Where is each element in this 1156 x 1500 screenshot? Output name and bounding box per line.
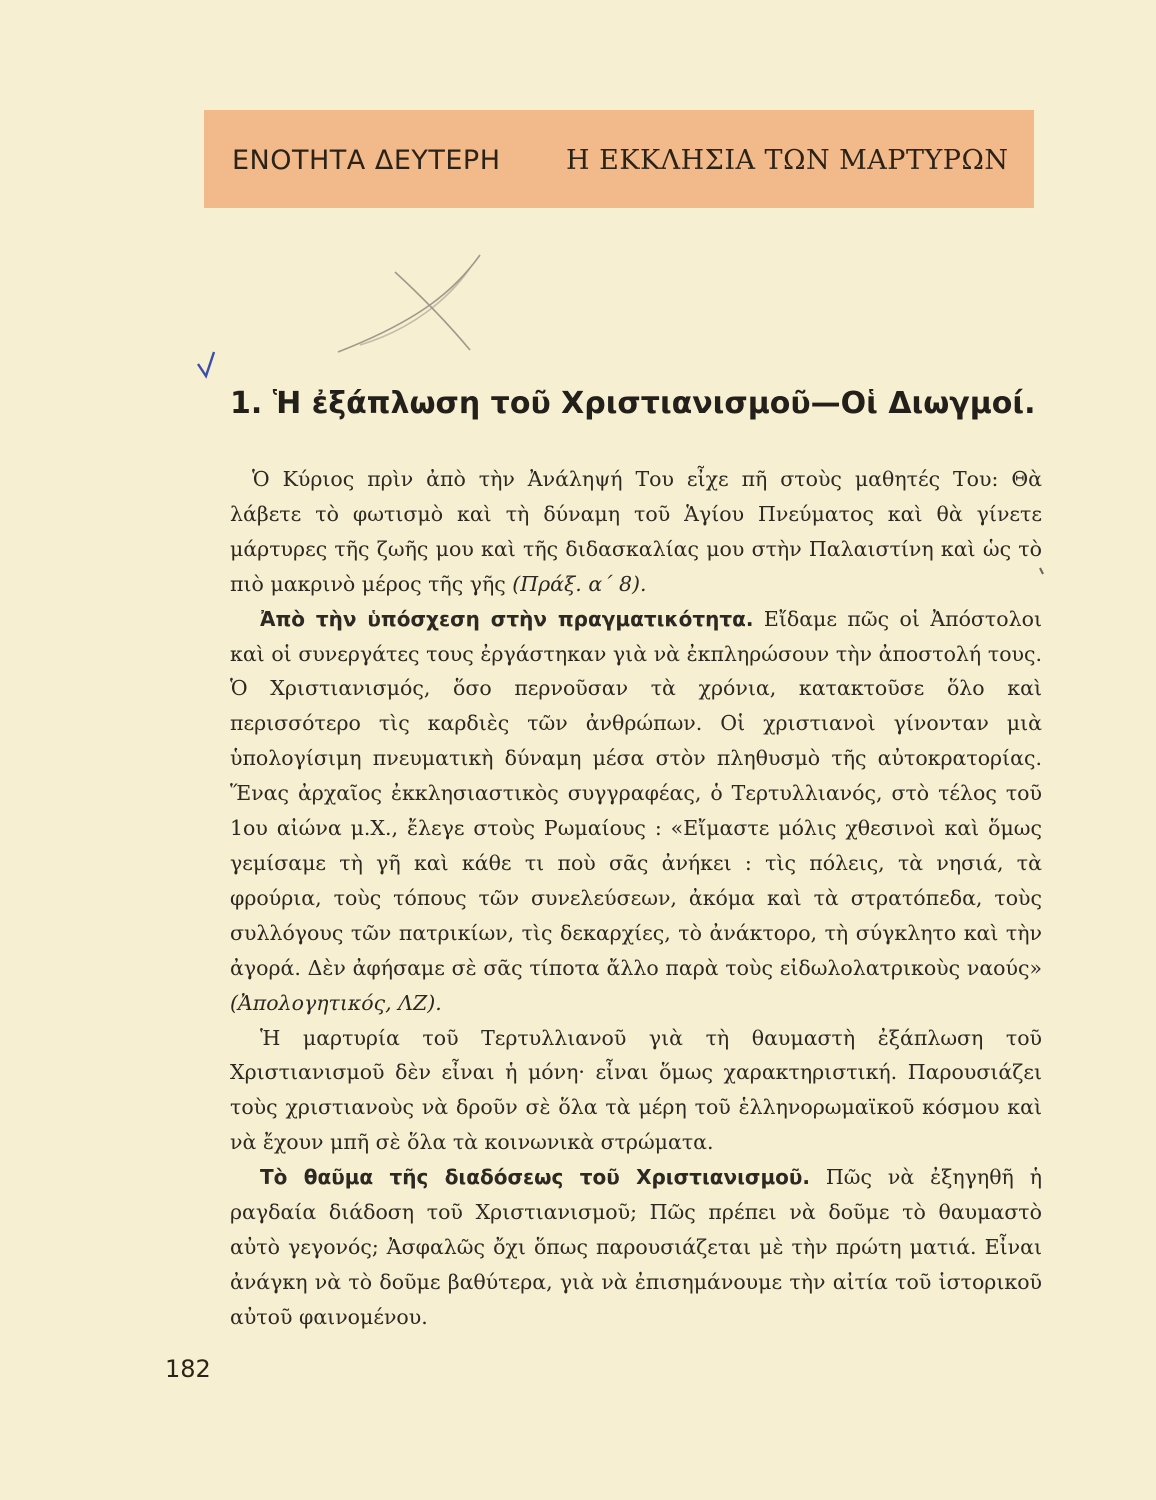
paragraph-3 [230, 1021, 1042, 1161]
body-text [230, 462, 1042, 1335]
paragraph-heading: Τὸ θαῦμα τῆς διαδόσεως τοῦ Χριστιανισμοῦ. [260, 1165, 811, 1190]
paragraph-text: Ὁ Κύριος πρὶν ἀπὸ τὴν Ἀνάληψή Του εἶχε πῆ στοὺς μαθητές Του: Θὰ λάβετε τὸ φωτισμὸ καὶ τὴ δύναμη τοῦ Ἁγίου Πνεύματος καὶ θὰ γίνετε μάρτυρες τῆς ζωῆς μου καὶ τῆς διδασκαλίας μου στὴν Παλαιστίνη καὶ ὡς τὸ πιὸ μακρινὸ μέρος τῆς γῆς [230, 467, 1042, 596]
pencil-cross-stroke-2 [338, 255, 480, 352]
unit-title: Η ΕΚΚΛΗΣΙΑ ΤΩΝ ΜΑΡΤΥΡΩΝ [566, 145, 1009, 176]
paragraph-text: Πῶς νὰ ἐξηγηθῆ ἡ ραγδαία διάδοση τοῦ Χριστιανισμοῦ; Πῶς πρέπει νὰ δοῦμε τὸ θαυμαστὸ αὐτὸ γεγονός; Ἀσφαλῶς ὄχι ὅπως παρουσιάζεται μὲ τὴν πρώτη ματιά. Εἶναι ἀνάγκη νὰ τὸ δοῦμε βαθύτερα, γιὰ νὰ ἐπισημάνουμε τὴν αἰτία τοῦ ἱστορικοῦ αὐτοῦ φαινομένου. [230, 1165, 1042, 1329]
paragraph-text: Εἴδαμε πῶς οἱ Ἀπόστολοι καὶ οἱ συνεργάτες τους ἐργάστηκαν γιὰ νὰ ἐκπληρώσουν τὴν ἀποστολή τους. Ὁ Χριστιανισμός, ὅσο περνοῦσαν τὰ χρόνια, κατακτοῦσε ὅλο καὶ περισσότερο τὶς καρδιὲς τῶν ἀνθρώπων. Οἱ χριστιανοὶ γίνονταν μιὰ ὑπολογίσιμη πνευματικὴ δύναμη μέσα στὸν πληθυσμὸ τῆς αὐτοκρατορίας. Ἕνας ἀρχαῖος ἐκκλησιαστικὸς συγγραφέας, ὁ Τερτυλλιανός, στὸ τέλος τοῦ 1ου αἰώνα μ.Χ., ἔλεγε στοὺς Ρωμαίους : «Εἴμαστε μόλις χθεσινοὶ καὶ ὅμως γεμίσαμε τὴ γῆ καὶ κάθε τι ποὺ σᾶς ἀνήκει : τὶς πόλεις, τὰ νησιά, τὰ φρούρια, τοὺς τόπους τῶν συνελεύσεων, ἀκόμα καὶ τὰ στρατόπεδα, τοὺς συλλόγους τῶν πατρικίων, τὶς δεκαρχίες, τὸ ἀνάκτορο, τὴ σύγκλητο καὶ τὴν ἀγορά. Δὲν ἀφήσαμε σὲ σᾶς τίποτα ἄλλο παρὰ τοὺς εἰδωλολατρικοὺς ναούς» [230, 606, 1042, 980]
unit-label: ΕΝΟΤΗΤΑ ΔΕΥΤΕΡΗ [232, 145, 501, 176]
paragraph-text: Ἡ μαρτυρία τοῦ Τερτυλλιανοῦ γιὰ τὴ θαυμαστὴ ἐξάπλωση τοῦ Χριστιανισμοῦ δὲν εἶναι ἡ μόνη· εἶναι ὅμως χαρακτηριστική. Παρουσιάζει τοὺς χριστιανοὺς νὰ δροῦν σὲ ὅλα τὰ μέρη τοῦ ἑλληνορωμαϊκοῦ κόσμου καὶ νὰ ἔχουν μπῆ σὲ ὅλα τὰ κοινωνικὰ στρώματα. [230, 1025, 1042, 1155]
page-number: 182 [165, 1355, 211, 1383]
paragraph-4 [230, 1160, 1042, 1335]
paragraph-1 [230, 462, 1042, 602]
pencil-cross-stroke-3 [360, 268, 470, 345]
section-title: 1. Ἡ ἐξάπλωση τοῦ Χριστιανισμοῦ—Οἱ Διωγμοί. [230, 386, 1036, 421]
unit-header-banner [204, 110, 1034, 208]
source-reference: (Ἀπολογητικός, ΛΖ). [230, 990, 442, 1015]
pencil-cross-stroke-1 [395, 272, 470, 350]
paragraph-heading: Ἀπὸ τὴν ὑπόσχεση στὴν πραγματικότητα. [260, 606, 754, 631]
scripture-reference: (Πράξ. α΄ 8). [512, 571, 647, 596]
blue-checkmark-icon [198, 352, 214, 376]
paragraph-2 [230, 602, 1042, 1021]
